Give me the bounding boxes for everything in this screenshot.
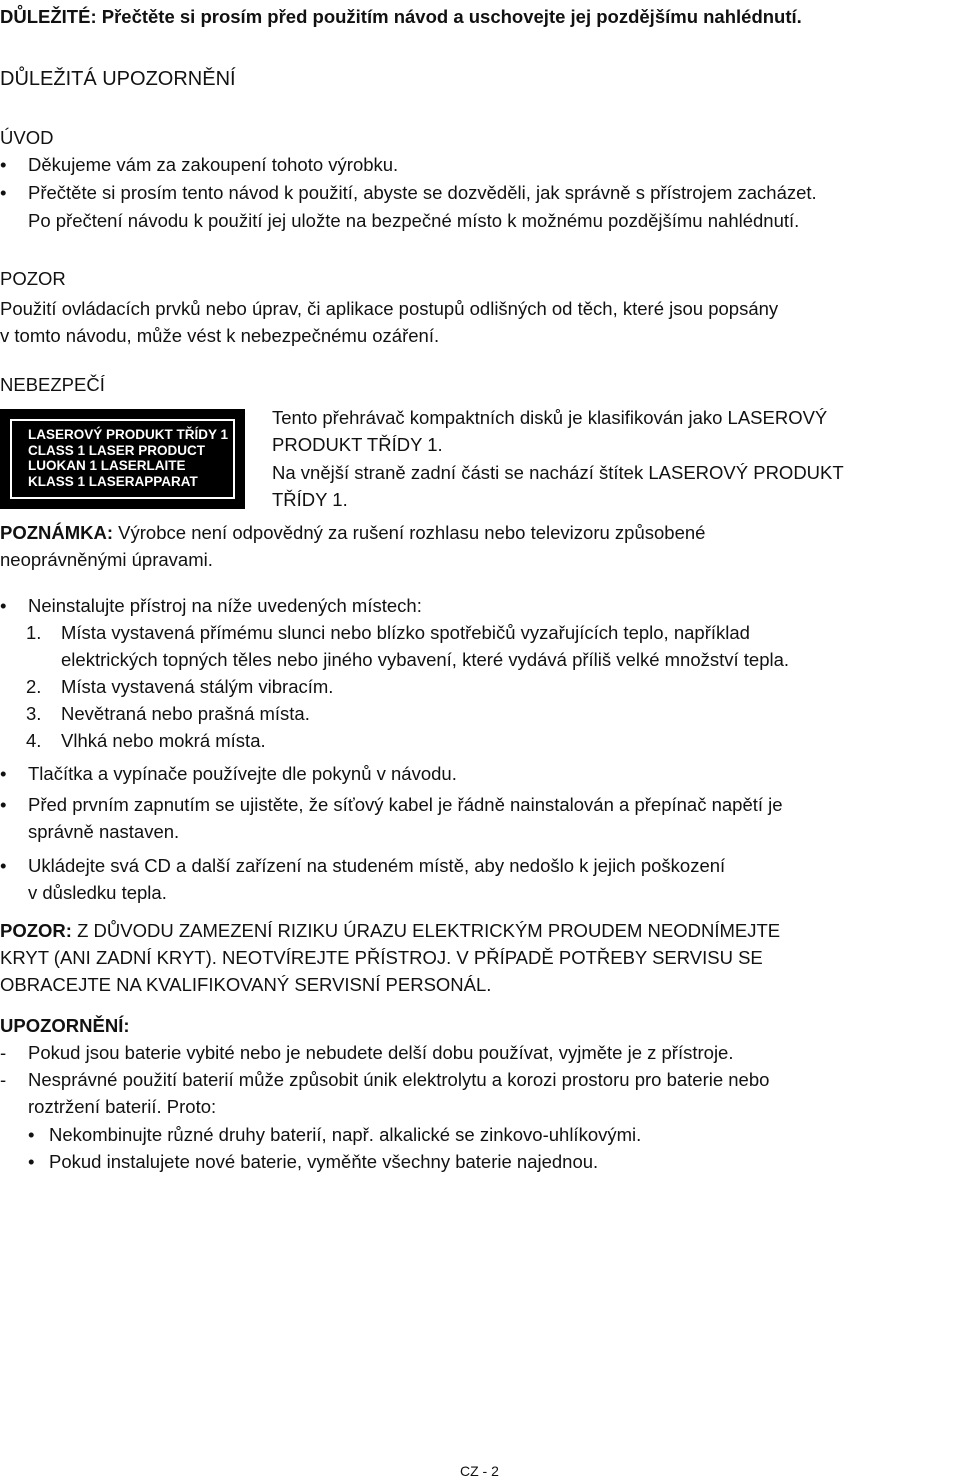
bullet-icon: • [0,794,7,815]
note-text: Výrobce není odpovědný za rušení rozhlasu nebo televizoru způsobené [113,522,706,543]
placement-item-1-line: elektrických topných těles nebo jiného vybavení, které vydává příliš velké množství tepla. [61,649,790,670]
bullet-icon: • [0,855,7,876]
caution-text-line: Použití ovládacích prvků nebo úprav, či aplikace postupů odlišných od těch, které jsou popsány [0,298,779,319]
battery-warning-2-line: roztržení baterií. Proto: [28,1096,217,1117]
battery-warning-1: Pokud jsou baterie vybité nebo je nebudete delší dobu používat, vyjměte je z přístroje. [28,1042,734,1063]
laser-label-line: KLASS 1 LASERAPPARAT [28,473,198,489]
laser-class-label [0,409,245,509]
battery-warnings-heading: UPOZORNĚNÍ: [0,1015,130,1036]
laser-label-frame [10,419,235,499]
first-power-line: správně nastaven. [28,821,180,842]
caution-heading: POZOR [0,268,66,289]
intro-heading: ÚVOD [0,127,54,148]
shock-warning-line [0,917,780,944]
list-item [0,179,960,206]
placement-item-1-line: Místa vystavená přímému slunci nebo blízko spotřebičů vyzařujících teplo, například [61,622,750,643]
bullet-icon: • [0,763,7,784]
list-item [0,151,960,178]
laser-label-line: LASEROVÝ PRODUKT TŘÍDY 1 [28,427,229,442]
item-number: 2. [26,676,42,697]
shock-warning-line: KRYT (ANI ZADNÍ KRYT). NEOTVÍREJTE PŘÍSTROJ. V PŘÍPADĚ POTŘEBY SERVISU SE [0,947,763,968]
shock-warning-line: OBRACEJTE NA KVALIFIKOVANÝ SERVISNÍ PERSONÁL. [0,974,492,995]
list-item [0,1148,960,1175]
important-notice: DŮLEŽITÉ: Přečtěte si prosím před použitím návod a uschovejte jej pozdějšímu nahlédnutí. [0,6,802,27]
numbered-item [0,619,960,673]
page-number: CZ - 2 [460,1463,499,1479]
first-power-line: Před prvním zapnutím se ujistěte, že síťový kabel je řádně nainstalován a přepínač napětí je [28,794,783,815]
danger-text-line: TŘÍDY 1. [272,489,348,510]
list-item [0,1066,960,1120]
danger-heading: NEBEZPEČÍ [0,374,105,395]
buttons-instruction: Tlačítka a vypínače používejte dle pokynů v návodu. [28,763,457,784]
placement-intro: Neinstalujte přístroj na níže uvedených místech: [28,595,422,616]
numbered-item [0,700,960,727]
danger-text-line: Na vnější straně zadní části se nachází štítek LASEROVÝ PRODUKT [272,462,844,483]
list-item [0,760,960,787]
item-number: 3. [26,703,42,724]
shock-warning-text: Z DŮVODU ZAMEZENÍ RIZIKU ÚRAZU ELEKTRICKÝM PROUDEM NEODNÍMEJTE [71,920,781,941]
placement-item-3: Nevětraná nebo prašná místa. [61,703,310,724]
note-label: POZNÁMKA: [0,522,114,543]
storage-line: v důsledku tepla. [28,882,167,903]
laser-label-line: LUOKAN 1 LASERLAITE [28,458,186,473]
caution-text-line: v tomto návodu, může vést k nebezpečnému ozáření. [0,325,440,346]
list-item [0,1121,960,1148]
placement-item-2: Místa vystavená stálým vibracím. [61,676,334,697]
item-number: 1. [26,622,42,643]
numbered-item [0,673,960,700]
storage-line: Ukládejte svá CD a další zařízení na studeném místě, aby nedošlo k jejich poškození [28,855,726,876]
list-item [0,592,960,619]
danger-text-line: Tento přehrávač kompaktních disků je klasifikován jako LASEROVÝ [272,407,828,428]
intro-thanks: Děkujeme vám za zakoupení tohoto výrobku. [28,154,399,175]
bullet-icon: • [28,1124,35,1145]
laser-label-line: CLASS 1 LASER PRODUCT [28,442,206,458]
battery-warning-2-line: Nesprávné použití baterií může způsobit únik elektrolytu a korozi prostoru pro baterie nebo [28,1069,770,1090]
dash-icon: - [0,1042,7,1063]
note-line: neoprávněnými úpravami. [0,549,213,570]
important-warnings-title: DŮLEŽITÁ UPOZORNĚNÍ [0,68,236,90]
battery-sub-item-1: Nekombinujte různé druhy baterií, např. alkalické se zinkovo-uhlíkovými. [49,1124,642,1145]
note-line [0,519,705,546]
item-number: 4. [26,730,42,751]
intro-read-manual: Přečtěte si prosím tento návod k použití, abyste se dozvěděli, jak správně s přístrojem zacházet. [28,182,817,203]
bullet-icon: • [0,595,7,616]
bullet-icon: • [0,182,7,203]
list-item [0,791,960,845]
dash-icon: - [0,1069,7,1090]
battery-sub-item-2: Pokud instalujete nové baterie, vyměňte všechny baterie najednou. [49,1151,599,1172]
shock-warning-label: POZOR: [0,920,72,941]
numbered-item [0,727,960,754]
placement-item-4: Vlhká nebo mokrá místa. [61,730,266,751]
list-item [0,852,960,906]
danger-text-line: PRODUKT TŘÍDY 1. [272,434,443,455]
list-item [0,1039,960,1066]
bullet-icon: • [0,154,7,175]
bullet-icon: • [28,1151,35,1172]
intro-store-manual: Po přečtení návodu k použití jej uložte na bezpečné místo k možnému pozdějšímu nahlédnutí. [28,210,800,231]
